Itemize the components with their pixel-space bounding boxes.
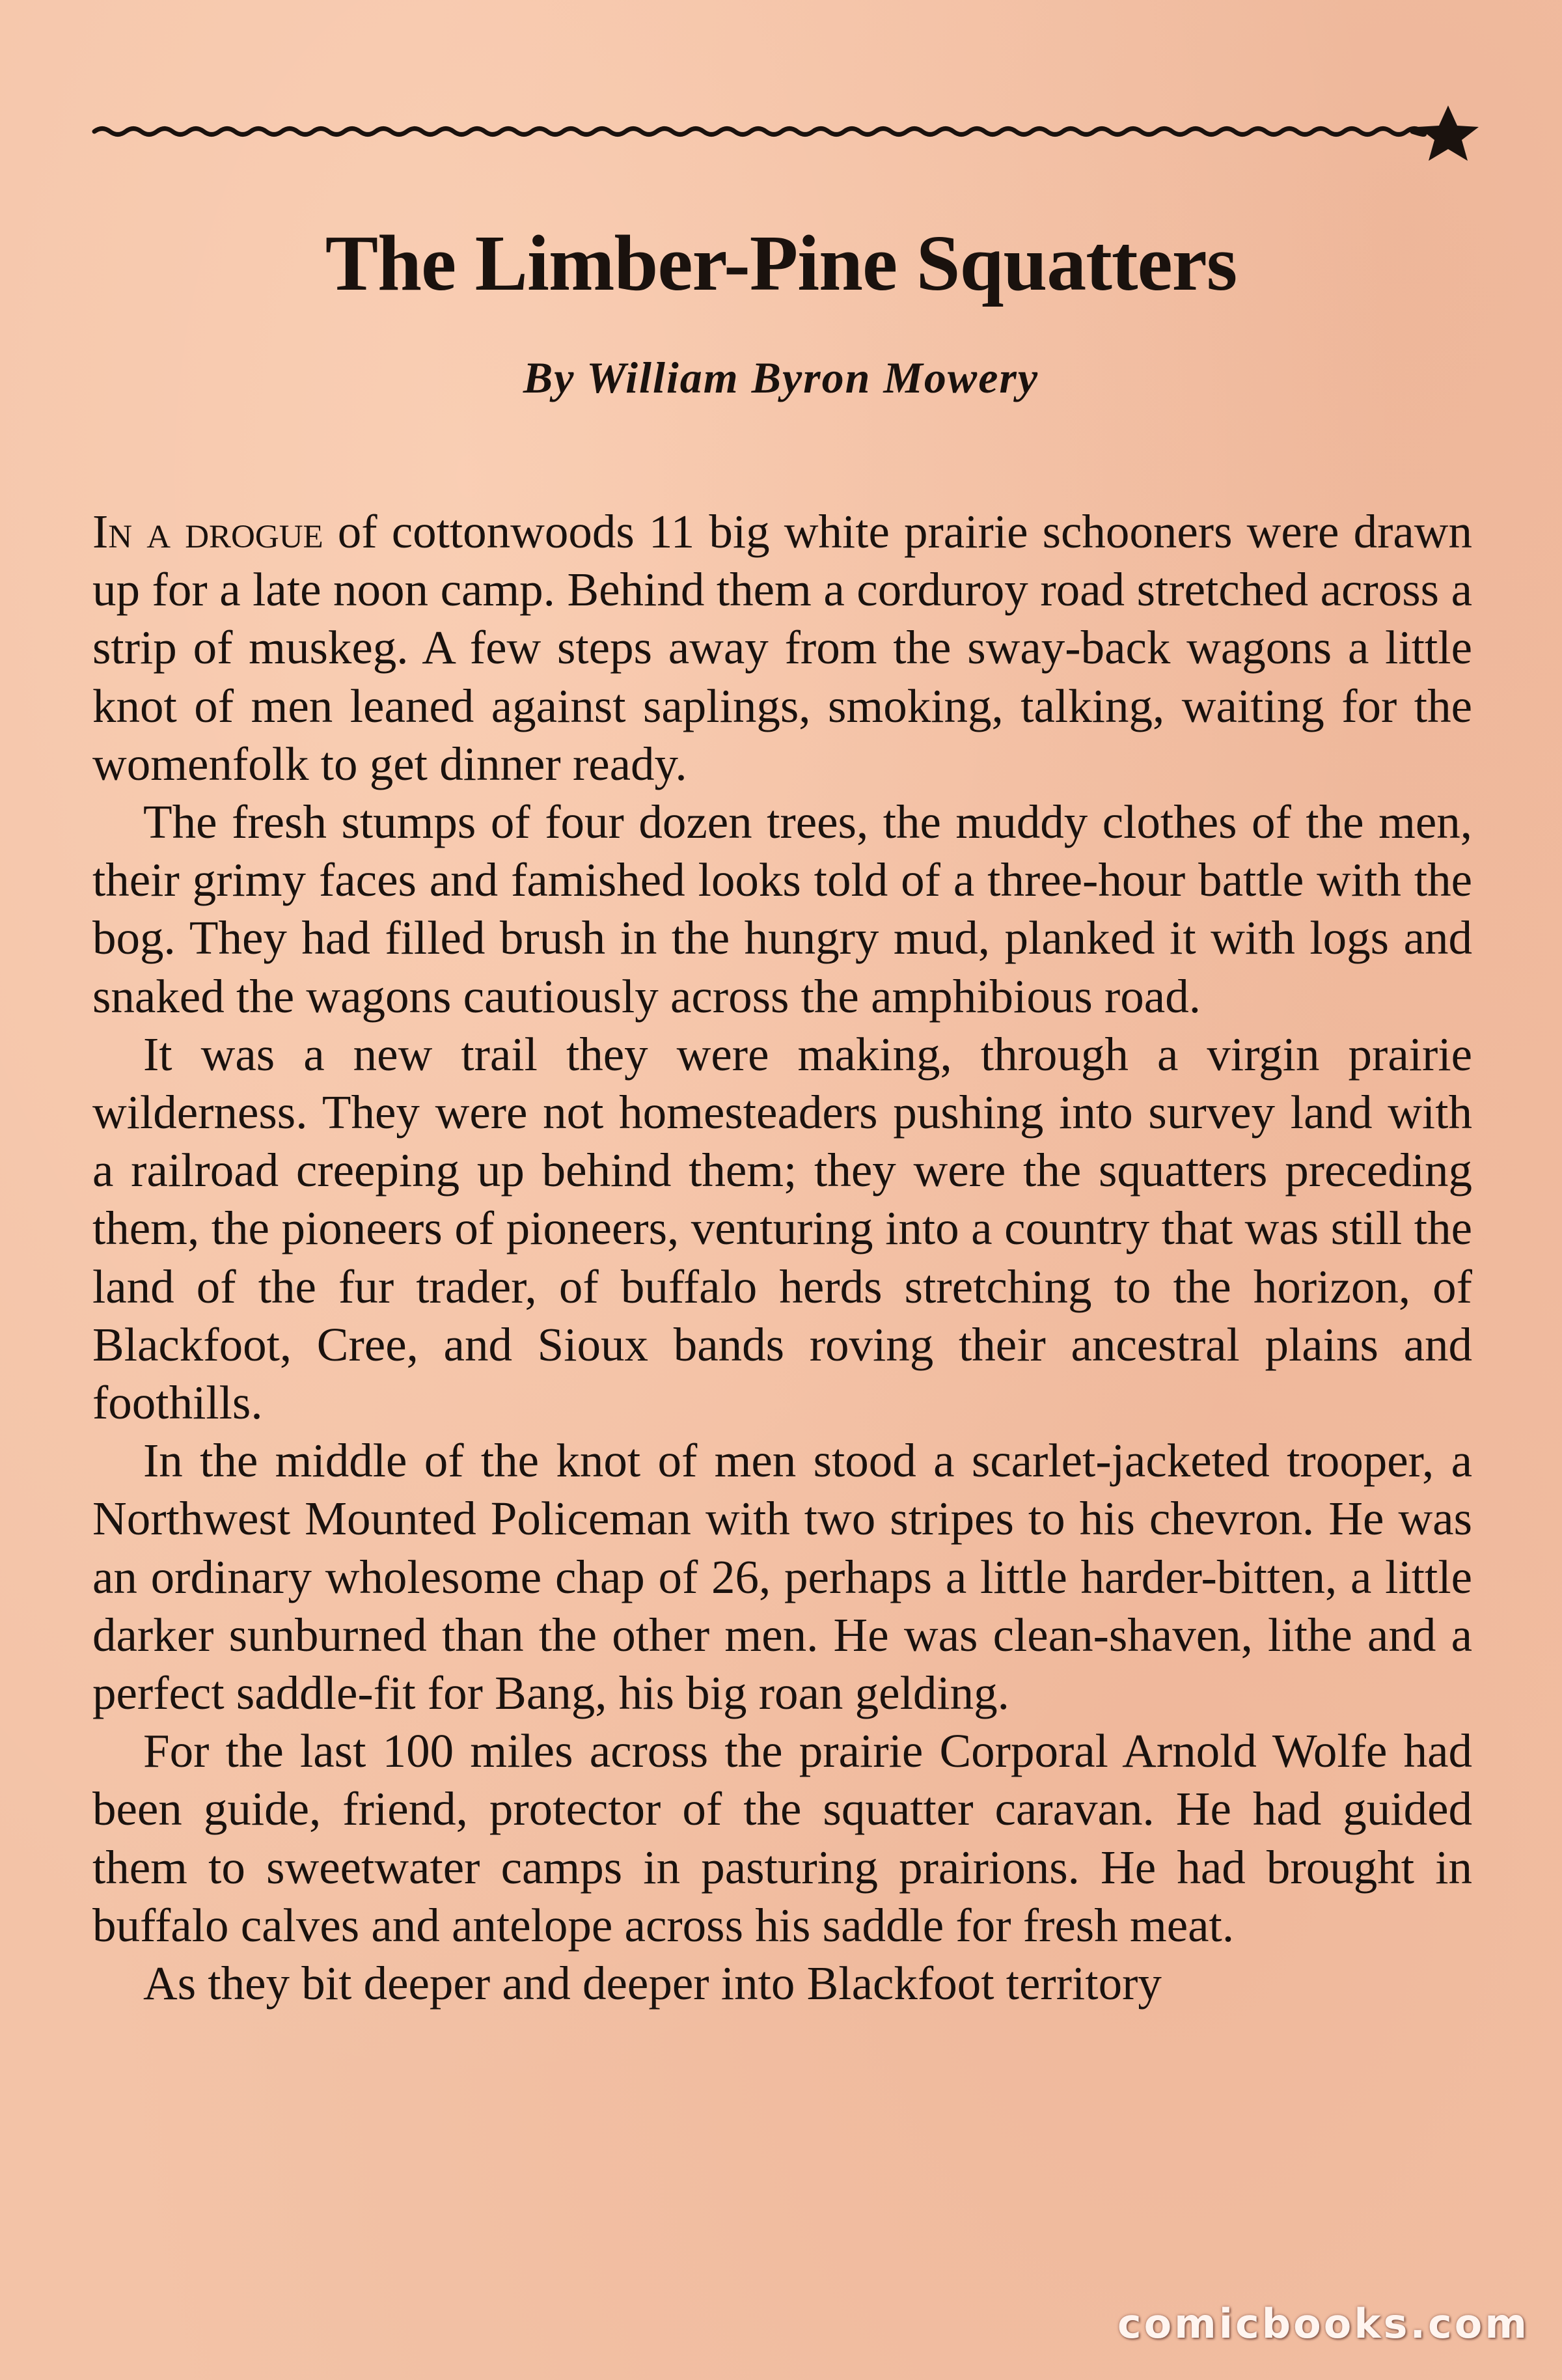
lead-in: In a drogue — [92, 505, 323, 558]
article-byline: By William Byron Mowery — [523, 353, 1039, 402]
paragraph-1 — [92, 503, 1472, 793]
paragraph-2: The fresh stumps of four dozen trees, the muddy clothes of the men, their grimy faces and famished looks told of a three-hour battle with the bog. They had filled brush in the hungry mud, planked it with logs and snaked the wagons cautiously across the amphibious road. — [92, 796, 1472, 1023]
paragraph-4: In the middle of the knot of men stood a scarlet-jacketed trooper, a Northwest Mounted Policeman with two stripes to his chevron. He was an ordinary wholesome chap of 26, perhaps a little harder-bitten, a little darker sunburned than the other men. He was clean-shaven, lithe and a perfect saddle-fit for Bang, his big roan gelding. — [92, 1434, 1472, 1720]
paragraph-5: For the last 100 miles across the prairie Corporal Arnold Wolfe had been guide, friend, protector of the squatter caravan. He had guided them to sweetwater camps in pasturing prairions. He had brought in buffalo calves and antelope across his saddle for fresh meat. — [92, 1724, 1472, 1952]
paragraph-1-text: of cottonwoods 11 big white prairie schooners were drawn up for a late noon camp. Behind them a corduroy road stretched across a strip of muskeg. A few steps away from the sway-back wagons a little knot of men leaned against saplings, smoking, talking, waiting for the womenfolk to get dinner ready. — [92, 505, 1472, 790]
paragraph-3: It was a new trail they were making, through a virgin prairie wilderness. They were not homesteaders pushing into survey land with a railroad creeping up behind them; they were the squatters preceding them, the pioneers of pioneers, venturing into a country that was still the land of the fur trader, of buffalo herds stretching to the horizon, of Blackfoot, Cree, and Sioux bands roving their ancestral plains and foothills. — [92, 1027, 1472, 1430]
paragraph-6: As they bit deeper and deeper into Blackfoot territory — [143, 1957, 1162, 2010]
article-body — [92, 503, 1472, 2012]
wavy-rule-with-star-icon — [91, 98, 1484, 163]
watermark: comicbooks.com — [1117, 2300, 1529, 2347]
article-title: The Limber-Pine Squatters — [325, 219, 1237, 307]
